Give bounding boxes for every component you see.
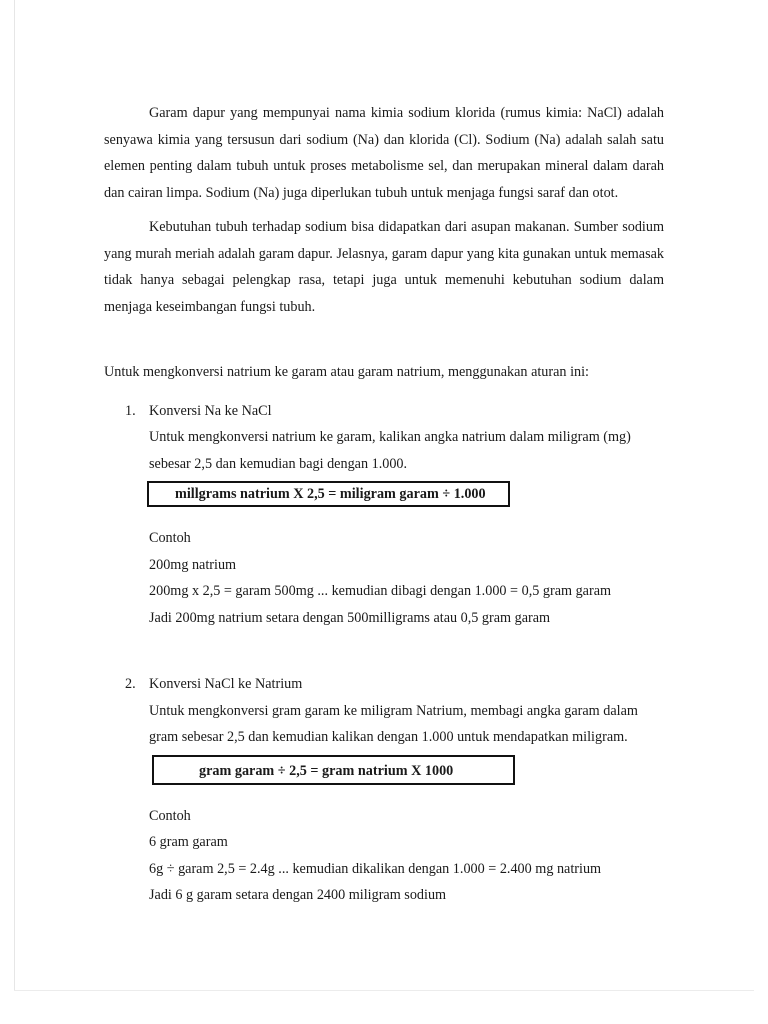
conversion-intro: Untuk mengkonversi natrium ke garam atau garam natrium, menggunakan aturan ini: [104, 364, 589, 380]
example-line: 6 gram garam [149, 834, 228, 850]
example-label: Contoh [149, 807, 191, 824]
step-description: Untuk mengkonversi gram garam ke miligram Natrium, membagi angka garam dalam gram sebesar 2,5 dan kemudian kalikan dengan 1.000 untuk mendapatkan miligram. [149, 702, 638, 745]
formula-box: gram garam ÷ 2,5 = gram natrium X 1000 [152, 755, 515, 785]
step-title: Konversi NaCl ke Natrium [149, 676, 303, 692]
page-left-edge [14, 0, 15, 990]
page-bottom-edge [14, 990, 754, 991]
step-na-to-nacl [104, 398, 664, 632]
example-line: Jadi 6 g garam setara dengan 2400 miligram sodium [149, 887, 447, 903]
example-line: 200mg natrium [149, 556, 237, 573]
step-description: Untuk mengkonversi natrium ke garam, kalikan angka natrium dalam miligram (mg) sebesar 2,5 dan kemudian bagi dengan 1.000. [149, 429, 631, 472]
paragraph-kebutuhan-sodium: Kebutuhan tubuh terhadap sodium bisa didapatkan dari asupan makanan. Sumber sodium yang murah meriah adalah garam dapur. Jelasnya, garam dapur yang kita gunakan untuk memasak tidak hanya sebagai pelengkap rasa, tetapi juga untuk memenuhi kebutuhan sodium dalam menjaga keseimbangan fungsi tubuh. [104, 219, 664, 315]
step-number: 1. [125, 402, 136, 419]
step-number: 2. [125, 676, 136, 692]
paragraph-garam-dapur: Garam dapur yang mempunyai nama kimia sodium klorida (rumus kimia: NaCl) adalah senyawa kimia yang tersusun dari sodium (Na) dan klorida (Cl). Sodium (Na) adalah salah satu elemen penting dalam tubuh untuk proses metabolisme sel, dan merupakan mineral dalam darah dan cairan limpa. Sodium (Na) juga diperlukan tubuh untuk menjaga fungsi saraf dan otot. [104, 105, 664, 201]
example-label: Contoh [149, 530, 191, 546]
example-line: 200mg x 2,5 = garam 500mg ... kemudian dibagi dengan 1.000 = 0,5 gram garam [149, 583, 612, 599]
step-nacl-to-na [104, 671, 664, 909]
step-title: Konversi Na ke NaCl [149, 402, 272, 419]
example-line: Jadi 200mg natrium setara dengan 500milligrams atau 0,5 gram garam [149, 609, 551, 626]
conversion-steps [104, 398, 664, 909]
formula-box: millgrams natrium X 2,5 = miligram garam ÷ 1.000 [147, 481, 510, 507]
example-line: 6g ÷ garam 2,5 = 2.4g ... kemudian dikalikan dengan 1.000 = 2.400 mg natrium [149, 860, 602, 877]
document-body [104, 100, 664, 909]
